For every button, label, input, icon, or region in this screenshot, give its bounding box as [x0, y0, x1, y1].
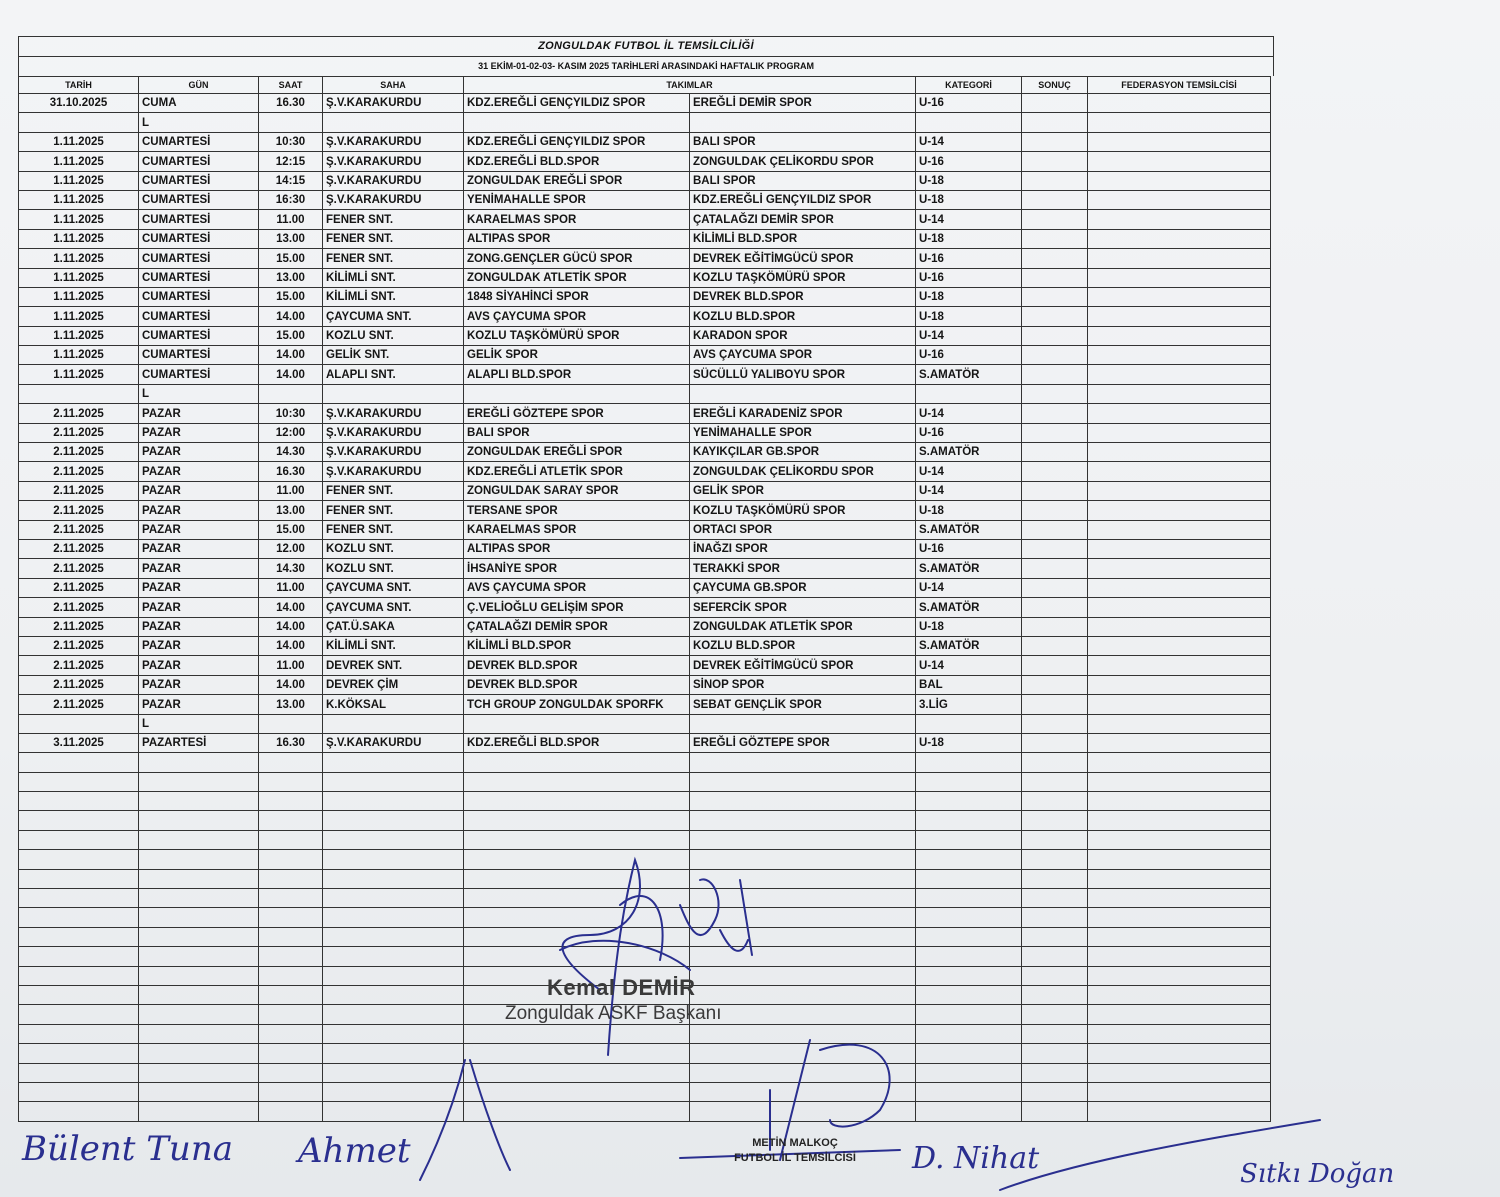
cell-day: L: [139, 714, 259, 733]
cell-home: EREĞLİ GÖZTEPE SPOR: [464, 404, 690, 423]
cell-venue: KİLİMLİ SNT.: [323, 268, 464, 287]
cell-home: DEVREK BLD.SPOR: [464, 675, 690, 694]
cell-time: 16.30: [259, 733, 323, 752]
cell-cat: S.AMATÖR: [916, 443, 1022, 462]
cell-cat: U-14: [916, 462, 1022, 481]
cell-date: 1.11.2025: [19, 326, 139, 345]
cell-day: PAZAR: [139, 636, 259, 655]
cell-away: GELİK SPOR: [690, 481, 916, 500]
cell-home: ZONGULDAK SARAY SPOR: [464, 481, 690, 500]
cell-home: ZONGULDAK ATLETİK SPOR: [464, 268, 690, 287]
signature-mark: [560, 941, 690, 970]
cell-cat: U-16: [916, 539, 1022, 558]
cell-date: 2.11.2025: [19, 443, 139, 462]
cell-venue: DEVREK ÇİM: [323, 675, 464, 694]
cell-home: KOZLU TAŞKÖMÜRÜ SPOR: [464, 326, 690, 345]
cell-date: 1.11.2025: [19, 287, 139, 306]
cell-day: PAZAR: [139, 656, 259, 675]
handwritten-signature: D. Nihat: [912, 1141, 1040, 1176]
cell-day: PAZAR: [139, 501, 259, 520]
cell-away: ZONGULDAK ATLETİK SPOR: [690, 617, 916, 636]
cell-date: 2.11.2025: [19, 462, 139, 481]
cell-cat: U-18: [916, 190, 1022, 209]
cell-time: 12.00: [259, 539, 323, 558]
cell-cat: U-16: [916, 268, 1022, 287]
cell-venue: ÇAYCUMA SNT.: [323, 598, 464, 617]
cell-away: KİLİMLİ BLD.SPOR: [690, 229, 916, 248]
cell-away: DEVREK BLD.SPOR: [690, 287, 916, 306]
cell-away: KOZLU TAŞKÖMÜRÜ SPOR: [690, 268, 916, 287]
cell-date: 2.11.2025: [19, 675, 139, 694]
cell-venue: Ş.V.KARAKURDU: [323, 190, 464, 209]
cell-day: CUMARTESİ: [139, 365, 259, 384]
cell-home: BALI SPOR: [464, 423, 690, 442]
cell-venue: Ş.V.KARAKURDU: [323, 733, 464, 752]
cell-day: CUMARTESİ: [139, 229, 259, 248]
cell-venue: KİLİMLİ SNT.: [323, 636, 464, 655]
cell-cat: U-18: [916, 171, 1022, 190]
cell-away: BALI SPOR: [690, 171, 916, 190]
cell-away: SEBAT GENÇLİK SPOR: [690, 695, 916, 714]
cell-home: AVS ÇAYCUMA SPOR: [464, 307, 690, 326]
cell-cat: U-18: [916, 307, 1022, 326]
cell-date: 1.11.2025: [19, 249, 139, 268]
cell-away: EREĞLİ GÖZTEPE SPOR: [690, 733, 916, 752]
cell-time: 11.00: [259, 578, 323, 597]
cell-home: İHSANİYE SPOR: [464, 559, 690, 578]
cell-time: 11.00: [259, 656, 323, 675]
cell-time: 14.00: [259, 598, 323, 617]
cell-day: PAZAR: [139, 578, 259, 597]
handwritten-signature: Sıtkı Doğan: [1240, 1159, 1395, 1189]
cell-away: İNAĞZI SPOR: [690, 539, 916, 558]
cell-away: AVS ÇAYCUMA SPOR: [690, 346, 916, 365]
cell-venue: GELİK SNT.: [323, 346, 464, 365]
cell-away: DEVREK EĞİTİMGÜCÜ SPOR: [690, 249, 916, 268]
cell-away: ÇATALAĞZI DEMİR SPOR: [690, 210, 916, 229]
cell-day: CUMA: [139, 94, 259, 113]
cell-away: DEVREK EĞİTİMGÜCÜ SPOR: [690, 656, 916, 675]
cell-day: PAZAR: [139, 617, 259, 636]
cell-cat: S.AMATÖR: [916, 559, 1022, 578]
cell-day: L: [139, 384, 259, 403]
cell-time: 14.00: [259, 346, 323, 365]
cell-day: L: [139, 113, 259, 132]
cell-cat: S.AMATÖR: [916, 365, 1022, 384]
cell-date: 2.11.2025: [19, 578, 139, 597]
cell-venue: Ş.V.KARAKURDU: [323, 152, 464, 171]
cell-day: CUMARTESİ: [139, 326, 259, 345]
cell-home: ALTIPAS SPOR: [464, 229, 690, 248]
cell-time: 15.00: [259, 287, 323, 306]
cell-venue: KOZLU SNT.: [323, 559, 464, 578]
cell-day: CUMARTESİ: [139, 287, 259, 306]
cell-venue: Ş.V.KARAKURDU: [323, 132, 464, 151]
cell-away: SİNOP SPOR: [690, 675, 916, 694]
cell-away: KARADON SPOR: [690, 326, 916, 345]
handwritten-signature: Ahmet: [298, 1131, 411, 1171]
cell-cat: U-16: [916, 249, 1022, 268]
cell-time: 14.00: [259, 617, 323, 636]
cell-day: PAZAR: [139, 539, 259, 558]
cell-venue: ÇAT.Ü.SAKA: [323, 617, 464, 636]
cell-venue: Ş.V.KARAKURDU: [323, 404, 464, 423]
cell-date: 1.11.2025: [19, 346, 139, 365]
cell-home: KARAELMAS SPOR: [464, 520, 690, 539]
cell-cat: U-16: [916, 94, 1022, 113]
cell-time: 14.30: [259, 443, 323, 462]
col-header-result: SONUÇ: [1022, 77, 1088, 94]
cell-home: KDZ.EREĞLİ GENÇYILDIZ SPOR: [464, 94, 690, 113]
cell-day: PAZAR: [139, 559, 259, 578]
cell-day: CUMARTESİ: [139, 210, 259, 229]
cell-venue: FENER SNT.: [323, 501, 464, 520]
cell-home: KDZ.EREĞLİ BLD.SPOR: [464, 733, 690, 752]
cell-cat: S.AMATÖR: [916, 598, 1022, 617]
cell-date: 2.11.2025: [19, 423, 139, 442]
cell-away: EREĞLİ KARADENİZ SPOR: [690, 404, 916, 423]
cell-away: KDZ.EREĞLİ GENÇYILDIZ SPOR: [690, 190, 916, 209]
cell-cat: U-14: [916, 132, 1022, 151]
cell-day: PAZAR: [139, 423, 259, 442]
cell-home: GELİK SPOR: [464, 346, 690, 365]
cell-venue: ÇAYCUMA SNT.: [323, 307, 464, 326]
footer-title: FUTBOL İL TEMSİLCİSİ: [734, 1152, 856, 1164]
cell-venue: KOZLU SNT.: [323, 326, 464, 345]
cell-day: CUMARTESİ: [139, 268, 259, 287]
cell-home: Ç.VELİOĞLU GELİŞİM SPOR: [464, 598, 690, 617]
cell-time: 15.00: [259, 520, 323, 539]
cell-home: KARAELMAS SPOR: [464, 210, 690, 229]
col-header-time: SAAT: [259, 77, 323, 94]
cell-home: ZONG.GENÇLER GÜCÜ SPOR: [464, 249, 690, 268]
cell-home: 1848 SİYAHİNCİ SPOR: [464, 287, 690, 306]
cell-date: 2.11.2025: [19, 598, 139, 617]
cell-cat: U-14: [916, 404, 1022, 423]
cell-away: ZONGULDAK ÇELİKORDU SPOR: [690, 462, 916, 481]
cell-venue: FENER SNT.: [323, 210, 464, 229]
cell-venue: K.KÖKSAL: [323, 695, 464, 714]
cell-venue: DEVREK SNT.: [323, 656, 464, 675]
cell-venue: ÇAYCUMA SNT.: [323, 578, 464, 597]
cell-away: TERAKKİ SPOR: [690, 559, 916, 578]
cell-time: 13.00: [259, 229, 323, 248]
cell-time: 14.00: [259, 365, 323, 384]
cell-home: KDZ.EREĞLİ GENÇYILDIZ SPOR: [464, 132, 690, 151]
cell-date: 2.11.2025: [19, 656, 139, 675]
signatory-name: Kemal DEMİR: [547, 975, 696, 1000]
cell-day: CUMARTESİ: [139, 152, 259, 171]
cell-home: KDZ.EREĞLİ BLD.SPOR: [464, 152, 690, 171]
cell-date: 1.11.2025: [19, 132, 139, 151]
signature-mark: [562, 860, 752, 1055]
col-header-date: TARİH: [19, 77, 139, 94]
cell-date: 31.10.2025: [19, 94, 139, 113]
cell-venue: Ş.V.KARAKURDU: [323, 171, 464, 190]
cell-venue: Ş.V.KARAKURDU: [323, 94, 464, 113]
cell-cat: U-16: [916, 346, 1022, 365]
cell-date: 1.11.2025: [19, 365, 139, 384]
cell-cat: U-14: [916, 656, 1022, 675]
cell-date: 2.11.2025: [19, 501, 139, 520]
cell-venue: Ş.V.KARAKURDU: [323, 443, 464, 462]
cell-day: CUMARTESİ: [139, 346, 259, 365]
cell-venue: FENER SNT.: [323, 229, 464, 248]
cell-day: CUMARTESİ: [139, 307, 259, 326]
cell-venue: FENER SNT.: [323, 481, 464, 500]
cell-cat: U-14: [916, 326, 1022, 345]
cell-venue: Ş.V.KARAKURDU: [323, 423, 464, 442]
cell-day: CUMARTESİ: [139, 171, 259, 190]
cell-time: 14:15: [259, 171, 323, 190]
cell-day: CUMARTESİ: [139, 132, 259, 151]
cell-date: 2.11.2025: [19, 481, 139, 500]
cell-home: YENİMAHALLE SPOR: [464, 190, 690, 209]
cell-time: 16:30: [259, 190, 323, 209]
cell-home: ALTIPAS SPOR: [464, 539, 690, 558]
cell-date: 2.11.2025: [19, 617, 139, 636]
cell-day: PAZAR: [139, 695, 259, 714]
cell-cat: U-16: [916, 423, 1022, 442]
cell-away: KAYIKÇILAR GB.SPOR: [690, 443, 916, 462]
col-header-rep: FEDERASYON TEMSİLCİSİ: [1088, 77, 1271, 94]
cell-time: 10:30: [259, 404, 323, 423]
cell-time: 14.30: [259, 559, 323, 578]
cell-day: PAZARTESİ: [139, 733, 259, 752]
col-header-day: GÜN: [139, 77, 259, 94]
cell-date: 2.11.2025: [19, 520, 139, 539]
cell-home: DEVREK BLD.SPOR: [464, 656, 690, 675]
cell-day: PAZAR: [139, 404, 259, 423]
cell-cat: 3.LİG: [916, 695, 1022, 714]
col-header-category: KATEGORİ: [916, 77, 1022, 94]
cell-time: 13.00: [259, 695, 323, 714]
cell-venue: ALAPLI SNT.: [323, 365, 464, 384]
footer-name: METİN MALKOÇ: [752, 1137, 838, 1149]
cell-date: 1.11.2025: [19, 307, 139, 326]
cell-date: 2.11.2025: [19, 636, 139, 655]
cell-cat: U-18: [916, 229, 1022, 248]
cell-cat: S.AMATÖR: [916, 636, 1022, 655]
signatory-title: Zonguldak ASKF Başkanı: [505, 1003, 722, 1024]
handwritten-signature: Bülent Tuna: [22, 1129, 233, 1169]
cell-time: 11.00: [259, 210, 323, 229]
cell-cat: U-18: [916, 501, 1022, 520]
cell-away: BALI SPOR: [690, 132, 916, 151]
cell-home: KİLİMLİ BLD.SPOR: [464, 636, 690, 655]
cell-time: 14.00: [259, 636, 323, 655]
cell-time: 15.00: [259, 249, 323, 268]
cell-day: PAZAR: [139, 462, 259, 481]
cell-day: PAZAR: [139, 598, 259, 617]
cell-day: PAZAR: [139, 520, 259, 539]
col-header-venue: SAHA: [323, 77, 464, 94]
document-subtitle: 31 EKİM-01-02-03- KASIM 2025 TARİHLERİ ARASINDAKİ HAFTALIK PROGRAM: [18, 56, 1274, 76]
cell-away: ORTACI SPOR: [690, 520, 916, 539]
cell-home: AVS ÇAYCUMA SPOR: [464, 578, 690, 597]
cell-home: ÇATALAĞZI DEMİR SPOR: [464, 617, 690, 636]
cell-date: 1.11.2025: [19, 171, 139, 190]
cell-home: TERSANE SPOR: [464, 501, 690, 520]
cell-venue: Ş.V.KARAKURDU: [323, 462, 464, 481]
cell-home: TCH GROUP ZONGULDAK SPORFK: [464, 695, 690, 714]
cell-home: ZONGULDAK EREĞLİ SPOR: [464, 171, 690, 190]
cell-time: 16.30: [259, 462, 323, 481]
cell-date: 1.11.2025: [19, 210, 139, 229]
cell-time: 15.00: [259, 326, 323, 345]
cell-time: 14.00: [259, 675, 323, 694]
cell-day: PAZAR: [139, 675, 259, 694]
footer-signatory: [710, 1136, 880, 1166]
cell-away: ÇAYCUMA GB.SPOR: [690, 578, 916, 597]
cell-cat: U-18: [916, 287, 1022, 306]
cell-date: 2.11.2025: [19, 404, 139, 423]
signature-mark: [420, 1060, 510, 1180]
cell-time: 11.00: [259, 481, 323, 500]
cell-away: KOZLU TAŞKÖMÜRÜ SPOR: [690, 501, 916, 520]
cell-day: CUMARTESİ: [139, 190, 259, 209]
cell-time: 13.00: [259, 268, 323, 287]
document-title: ZONGULDAK FUTBOL İL TEMSİLCİLİĞİ: [18, 36, 1274, 56]
cell-home: ZONGULDAK EREĞLİ SPOR: [464, 443, 690, 462]
cell-home: KDZ.EREĞLİ ATLETİK SPOR: [464, 462, 690, 481]
cell-day: CUMARTESİ: [139, 249, 259, 268]
cell-day: PAZAR: [139, 481, 259, 500]
cell-time: 16.30: [259, 94, 323, 113]
cell-date: 1.11.2025: [19, 152, 139, 171]
cell-cat: BAL: [916, 675, 1022, 694]
cell-time: 12:00: [259, 423, 323, 442]
cell-venue: KOZLU SNT.: [323, 539, 464, 558]
cell-home: ALAPLI BLD.SPOR: [464, 365, 690, 384]
cell-date: 1.11.2025: [19, 190, 139, 209]
cell-away: SÜCÜLLÜ YALIBOYU SPOR: [690, 365, 916, 384]
signature-block: [505, 975, 805, 1025]
cell-cat: U-14: [916, 210, 1022, 229]
cell-away: SEFERCİK SPOR: [690, 598, 916, 617]
cell-time: 14.00: [259, 307, 323, 326]
cell-date: 1.11.2025: [19, 229, 139, 248]
cell-away: KOZLU BLD.SPOR: [690, 307, 916, 326]
cell-cat: U-18: [916, 733, 1022, 752]
cell-date: 2.11.2025: [19, 695, 139, 714]
cell-day: PAZAR: [139, 443, 259, 462]
cell-time: 12:15: [259, 152, 323, 171]
col-header-teams: TAKIMLAR: [464, 77, 916, 94]
cell-date: 1.11.2025: [19, 268, 139, 287]
cell-time: 10:30: [259, 132, 323, 151]
cell-date: 3.11.2025: [19, 733, 139, 752]
cell-venue: KİLİMLİ SNT.: [323, 287, 464, 306]
cell-away: EREĞLİ DEMİR SPOR: [690, 94, 916, 113]
cell-venue: FENER SNT.: [323, 520, 464, 539]
cell-cat: S.AMATÖR: [916, 520, 1022, 539]
cell-cat: U-18: [916, 617, 1022, 636]
cell-time: 13.00: [259, 501, 323, 520]
cell-date: 2.11.2025: [19, 559, 139, 578]
cell-away: KOZLU BLD.SPOR: [690, 636, 916, 655]
cell-away: ZONGULDAK ÇELİKORDU SPOR: [690, 152, 916, 171]
cell-venue: FENER SNT.: [323, 249, 464, 268]
cell-date: 2.11.2025: [19, 539, 139, 558]
cell-cat: U-16: [916, 152, 1022, 171]
cell-away: YENİMAHALLE SPOR: [690, 423, 916, 442]
cell-cat: U-14: [916, 578, 1022, 597]
cell-cat: U-14: [916, 481, 1022, 500]
